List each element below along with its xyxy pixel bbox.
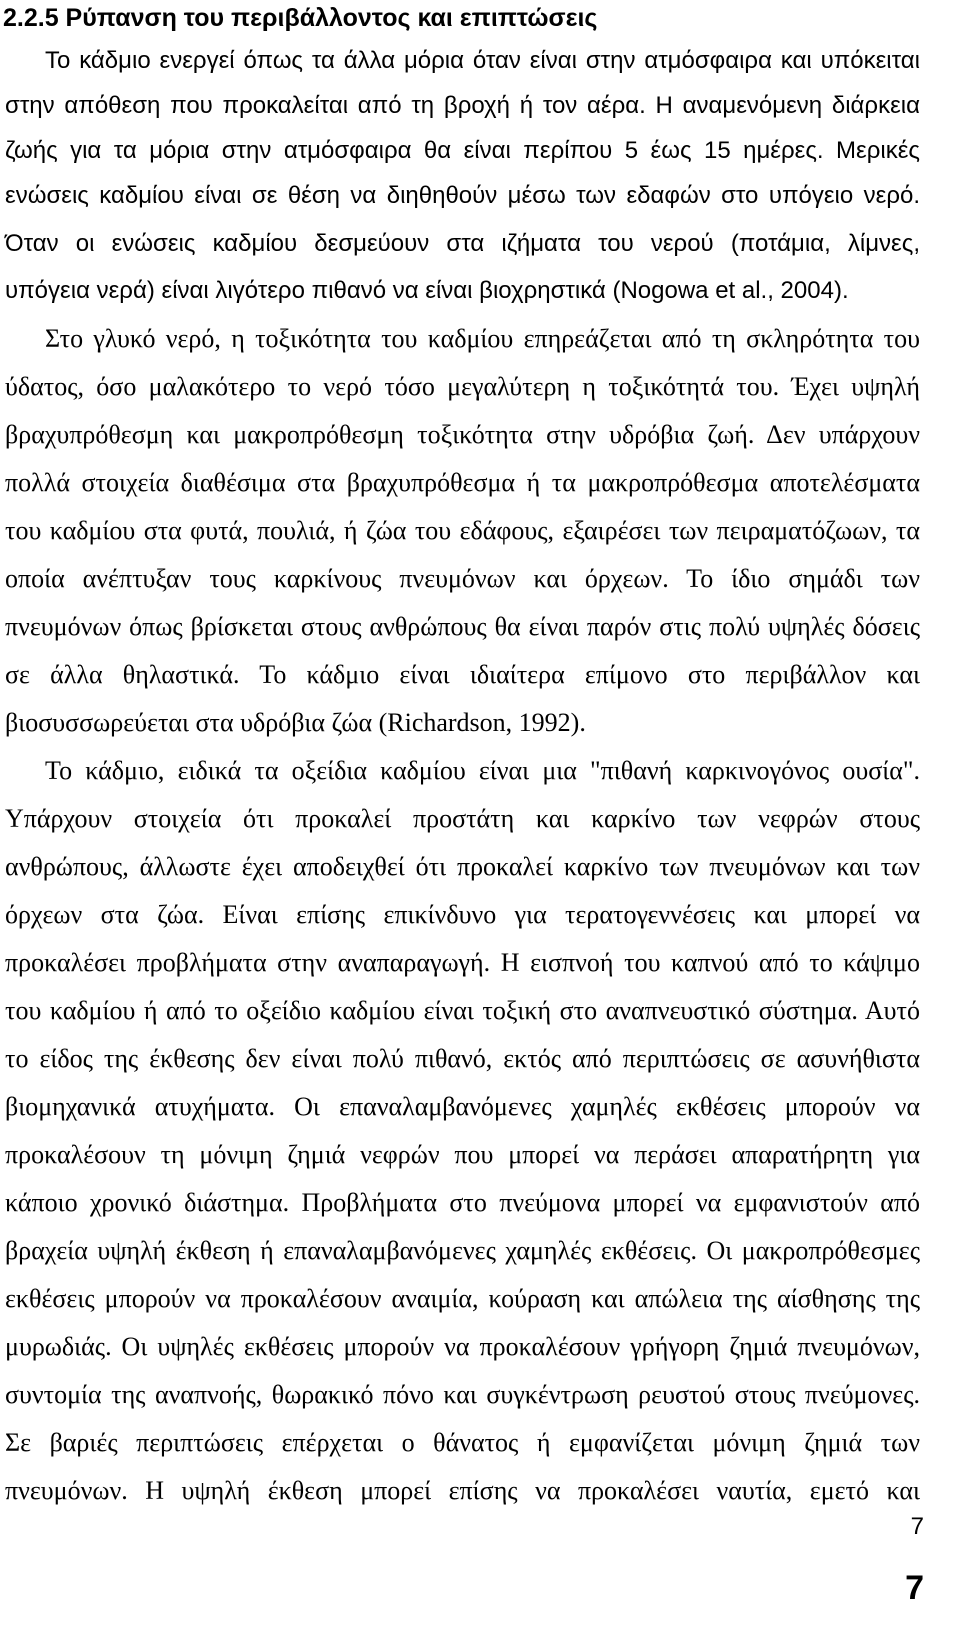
- text-line: Το κάδμιο, ειδικά τα οξείδια καδμίου είναι μια "πιθανή καρκινογόνος ουσία".: [45, 756, 920, 785]
- text-line: στην απόθεση που προκαλείται από τη βροχή ή τον αέρα. Η αναμενόμενη διάρκεια: [5, 92, 920, 119]
- text-line: προκαλέσουν τη μόνιμη ζημιά νεφρών που μπορεί να περάσει απαρατήρητη για: [5, 1140, 920, 1169]
- text-line: Όταν οι ενώσεις καδμίου δεσμεύουν στα ιζήματα του νερού (ποτάμια, λίμνες,: [5, 230, 920, 257]
- text-line: προκαλέσει προβλήματα στην αναπαραγωγή. Η εισπνοή του καπνού από το κάψιμο: [5, 948, 920, 977]
- text-line: βραχεία υψηλή έκθεση ή επαναλαμβανόμενες χαμηλές εκθέσεις. Οι μακροπρόθεσμες: [5, 1236, 920, 1265]
- text-line: του καδμίου ή από το οξείδιο καδμίου είναι τοξική στο αναπνευστικό σύστημα. Αυτό: [5, 996, 920, 1025]
- page-number-large: 7: [905, 1569, 924, 1607]
- text-line: το είδος της έκθεσης δεν είναι πολύ πιθανό, εκτός από περιπτώσεις σε ασυνήθιστα: [5, 1044, 920, 1073]
- text-line: ενώσεις καδμίου είναι σε θέση να διηθηθούν μέσω των εδαφών στο υπόγειο νερό.: [5, 182, 920, 209]
- text-line: ζωής για τα μόρια στην ατμόσφαιρα θα είναι περίπου 5 έως 15 ημέρες. Μερικές: [5, 137, 920, 164]
- text-line: πνευμόνων όπως βρίσκεται στους ανθρώπους θα είναι παρόν στις πολύ υψηλές δόσεις: [5, 612, 920, 641]
- text-line: ανθρώπους, άλλωστε έχει αποδειχθεί ότι προκαλεί καρκίνο των πνευμόνων και των: [5, 852, 920, 881]
- text-line: όρχεων στα ζώα. Είναι επίσης επικίνδυνο για τερατογεννέσεις και μπορεί να: [5, 900, 920, 929]
- text-line: σε άλλα θηλαστικά. Το κάδμιο είναι ιδιαίτερα επίμονο στο περιβάλλον και: [5, 660, 920, 689]
- text-line: πνευμόνων. Η υψηλή έκθεση μπορεί επίσης να προκαλέσει ναυτία, εμετό και: [5, 1476, 920, 1505]
- text-line: Το κάδμιο ενεργεί όπως τα άλλα μόρια όταν είναι στην ατμόσφαιρα και υπόκειται: [45, 47, 920, 74]
- text-line: Στο γλυκό νερό, η τοξικότητα του καδμίου επηρεάζεται από τη σκληρότητα του: [45, 324, 920, 353]
- text-line: πολλά στοιχεία διαθέσιμα στα βραχυπρόθεσμα ή τα μακροπρόθεσμα αποτελέσματα: [5, 468, 920, 497]
- section-heading: 2.2.5 Ρύπανση του περιβάλλοντος και επιπτώσεις: [3, 4, 598, 32]
- text-line: υπόγεια νερά) είναι λιγότερο πιθανό να είναι βιοχρηστικά (Nogowa et al., 2004).: [5, 277, 849, 304]
- text-line: βιομηχανικά ατυχήματα. Οι επαναλαμβανόμενες χαμηλές εκθέσεις μπορούν να: [5, 1092, 920, 1121]
- text-line: του καδμίου στα φυτά, πουλιά, ή ζώα του εδάφους, εξαιρέσει των πειραματόζωων, τα: [5, 516, 920, 545]
- text-line: συντομία της αναπνοής, θωρακικό πόνο και συγκέντρωση ρευστού στους πνεύμονες.: [5, 1380, 920, 1409]
- text-line: μυρωδιάς. Οι υψηλές εκθέσεις μπορούν να προκαλέσουν γρήγορη ζημιά πνευμόνων,: [5, 1332, 920, 1361]
- text-line: εκθέσεις μπορούν να προκαλέσουν αναιμία, κούραση και απώλεια της αίσθησης της: [5, 1284, 920, 1313]
- text-line: Υπάρχουν στοιχεία ότι προκαλεί προστάτη και καρκίνο των νεφρών στους: [5, 804, 920, 833]
- text-line: βραχυπρόθεσμη και μακροπρόθεσμη τοξικότητα στην υδρόβια ζωή. Δεν υπάρχουν: [5, 420, 920, 449]
- text-line: οποία ανέπτυξαν τους καρκίνους πνευμόνων και όρχεων. Το ίδιο σημάδι των: [5, 564, 920, 593]
- page-number: 7: [910, 1513, 924, 1540]
- text-line: Σε βαριές περιπτώσεις επέρχεται ο θάνατος ή εμφανίζεται μόνιμη ζημιά των: [5, 1428, 920, 1457]
- text-line: βιοσυσσωρεύεται στα υδρόβια ζώα (Richardson, 1992).: [5, 708, 586, 737]
- text-line: κάποιο χρονικό διάστημα. Προβλήματα στο πνεύμονα μπορεί να εμφανιστούν από: [5, 1188, 920, 1217]
- text-line: ύδατος, όσο μαλακότερο το νερό τόσο μεγαλύτερη η τοξικότητά του. Έχει υψηλή: [5, 372, 920, 401]
